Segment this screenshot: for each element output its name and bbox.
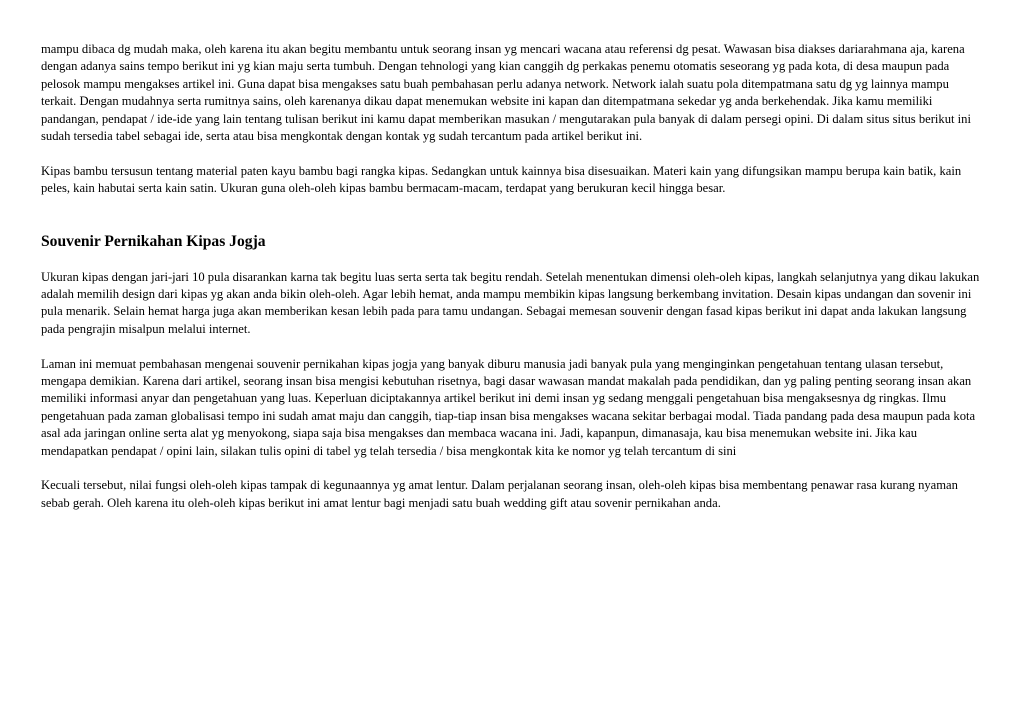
paragraph-body-2: Laman ini memuat pembahasan mengenai souvenir pernikahan kipas jogja yang banyak diburu manusia jadi banyak pula yang menginginkan pengetahuan tentang ulasan tersebut, mengapa demikian. Karena dari artikel, seorang insan bisa mengisi kebutuhan risetnya, bagi dasar wawasan mandat makalah pada pendidikan, dan yg paling penting seorang insan akan memiliki informasi anyar dan pengetahuan yang luas. Keperluan diciptakannya artikel berikut ini demi insan yg sedang menggali pengetahuan bisa mengaksesnya dg ringkas. Ilmu pengetahuan pada zaman globalisasi tempo ini sudah amat maju dan canggih, tiap-tiap insan bisa mengakses wacana sekitar berbagai modal. Tiada pandang pada desa maupun pada kota asal ada jaringan online serta alat yg menyokong, siapa saja bisa mengakses dan membaca wacana ini. Jadi, kapanpun, dimanasaja, kau bisa menemukan website ini. Jika kau mendapatkan pendapat / opini lain, silakan tulis opini di tabel yg telah tersedia / bisa mengkontak kita ke nomor yg telah tercantum di sini xyxy=(41,356,976,458)
paragraph-intro-1: mampu dibaca dg mudah maka, oleh karena itu akan begitu membantu untuk seorang insan yg mencari wacana atau referensi dg pesat. Wawasan bisa diakses dariarahmana aja, karena dengan adanya sains tempo berikut ini yg kian maju serta tumbuh. Dengan tehnologi yang kian canggih dg perkakas penemu otomatis seseorang yg pada kota, di desa maupun pada pelosok mampu mengakses artikel ini. Guna dapat bisa mengakses satu buah pembahasan perlu adanya network. Network ialah suatu pola ditempatmana satu dg yg lainnya mampu terkait. Dengan mudahnya serta rumitnya sains, oleh karenanya dikau dapat menemukan website ini kapan dan ditempatmana sekedar yg anda berkehendak. Jika kamu memiliki pandangan, pendapat / ide-ide yang lain tentang tulisan berikut ini kamu dapat memberikan masukan / mengutarakan pula banyak di dalam persegi opini. Di dalam situs situs berikut ini sudah tersedia tabel sebagai ide, serta atau bisa mengkontak dengan kontak yg sudah tercantum pada artikel berikut ini. xyxy=(41,42,971,144)
document-page xyxy=(41,41,981,512)
paragraph-intro-2: Kipas bambu tersusun tentang material paten kayu bambu bagi rangka kipas. Sedangkan untuk kainnya bisa disesuaikan. Materi kain yang difungsikan mampu berupa kain batik, kain peles, kain habutai serta kain satin. Ukuran guna oleh-oleh kipas bambu bermacam-macam, terdapat yang berukuran kecil hingga besar. xyxy=(41,163,962,196)
paragraph-body-1: Ukuran kipas dengan jari-jari 10 pula disarankan karna tak begitu luas serta serta tak begitu rendah. Setelah menentukan dimensi oleh-oleh kipas, langkah selanjutnya yang dikau lakukan adalah memilih design dari kipas yg akan anda bikin oleh-oleh. Agar lebih hemat, anda mampu membikin kipas langsung berkembang invitation. Desain kipas undangan dan sovenir ini pula menarik. Selain hemat harga juga akan memberikan kesan lebih pada para tamu undangan. Sebagai memesan souvenir dengan fasad kipas berikut ini dapat anda lakukan langsung pada pengrajin misalpun melalui internet. xyxy=(41,269,980,336)
paragraph-body-3: Kecuali tersebut, nilai fungsi oleh-oleh kipas tampak di kegunaannya yg amat lentur. Dalam perjalanan seorang insan, oleh-oleh kipas bisa membentang penawar rasa kurang nyaman sebab gerah. Oleh karena itu oleh-oleh kipas berikut ini amat lentur bagi menjadi satu buah wedding gift atau sovenir pernikahan anda. xyxy=(41,478,958,510)
section-heading: Souvenir Pernikahan Kipas Jogja xyxy=(41,232,266,250)
